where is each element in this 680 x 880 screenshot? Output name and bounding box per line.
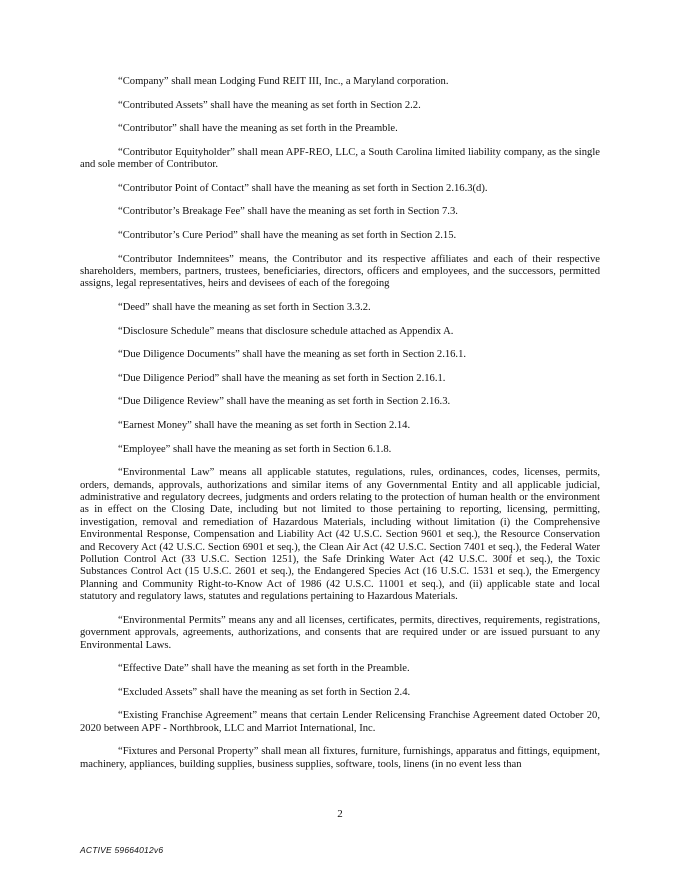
definition-contributor: “Contributor” shall have the meaning as set forth in the Preamble. bbox=[118, 123, 398, 135]
definition-due-diligence-period: “Due Diligence Period” shall have the meaning as set forth in Section 2.16.1. bbox=[118, 372, 446, 384]
definition-contributed-assets: “Contributed Assets” shall have the meaning as set forth in Section 2.2. bbox=[118, 99, 421, 111]
definition-earnest-money: “Earnest Money” shall have the meaning as set forth in Section 2.14. bbox=[118, 419, 411, 431]
definition-contributors-cure-period: “Contributor’s Cure Period” shall have the meaning as set forth in Section 2.15. bbox=[118, 229, 457, 241]
definition-due-diligence-documents: “Due Diligence Documents” shall have the meaning as set forth in Section 2.16.1. bbox=[118, 349, 467, 361]
document-footer-id: ACTIVE 59664012v6 bbox=[80, 845, 164, 855]
definition-contributor-indemnitees: “Contributor Indemnitees” means, the Contributor and its respective affiliates and each of their respective shareholders, members, partners, trustees, beneficiaries, directors, officers and employees, and the successors, permitted assigns, legal representatives, heirs and devisees of each of the foregoing bbox=[80, 253, 600, 290]
definition-environmental-permits: “Environmental Permits” means any and all licenses, certificates, permits, directives, requirements, registrations, government approvals, agreements, authorizations, and consents that are required under or are issued pursuant to any Environmental Laws. bbox=[80, 614, 600, 651]
definition-contributors-breakage-fee: “Contributor’s Breakage Fee” shall have the meaning as set forth in Section 7.3. bbox=[118, 206, 458, 218]
definition-existing-franchise-agreement: “Existing Franchise Agreement” means that certain Lender Relicensing Franchise Agreement dated October 20, 2020 between APF - Northbrook, LLC and Marriot International, Inc. bbox=[80, 710, 600, 734]
definition-effective-date: “Effective Date” shall have the meaning as set forth in the Preamble. bbox=[118, 663, 410, 675]
definition-excluded-assets: “Excluded Assets” shall have the meaning as set forth in Section 2.4. bbox=[118, 686, 411, 698]
definition-deed: “Deed” shall have the meaning as set forth in Section 3.3.2. bbox=[118, 301, 371, 313]
definition-company: “Company” shall mean Lodging Fund REIT III, Inc., a Maryland corporation. bbox=[118, 76, 449, 87]
definition-due-diligence-review: “Due Diligence Review” shall have the meaning as set forth in Section 2.16.3. bbox=[118, 396, 451, 408]
document-body bbox=[80, 76, 600, 782]
definition-environmental-law: “Environmental Law” means all applicable statutes, regulations, rules, ordinances, codes, licenses, permits, orders, demands, approvals, authorizations and similar items of any Governmental Entity and all applicable judicial, administrative and regulatory decrees, judgments and orders relating to the protection of human health or the environment as in effect on the Closing Date, including but not limited to those pertaining to reporting, licensing, permitting, investigation, removal and remediation of Hazardous Materials, including without limitation (i) the Comprehensive Environmental Response, Compensation and Liability Act (42 U.S.C. Section 9601 et seq.), the Resource Conservation and Recovery Act (42 U.S.C. Section 6901 et seq.), the Clean Air Act (42 U.S.C. Section 7401 et seq.), the Federal Water Pollution Control Act (33 U.S.C. Section 1251), the Safe Drinking Water Act (42 U.S.C. 300f et seq.), the Toxic Substances Control Act (15 U.S.C. 2601 et seq.), the Endangered Species Act (16 U.S.C. 1531 et seq.), the Emergency Planning and Community Right-to-Know Act of 1986 (42 U.S.C. 11001 et seq.), and (ii) applicable state and local statutory and regulatory laws, statutes and regulations pertaining to Hazardous Materials. bbox=[80, 467, 600, 603]
definition-fixtures-and-personal-property: “Fixtures and Personal Property” shall mean all fixtures, furniture, furnishings, apparatus and fittings, equipment, machinery, appliances, building supplies, business supplies, software, tools, linens (in no event less than bbox=[80, 746, 600, 770]
definition-contributor-equityholder: “Contributor Equityholder” shall mean APF-REO, LLC, a South Carolina limited liability company, as the single and sole member of Contributor. bbox=[80, 146, 600, 171]
page-number: 2 bbox=[337, 808, 343, 820]
definition-employee: “Employee” shall have the meaning as set forth in Section 6.1.8. bbox=[118, 443, 392, 455]
definition-disclosure-schedule: “Disclosure Schedule” means that disclosure schedule attached as Appendix A. bbox=[118, 325, 454, 337]
definition-contributor-point-of-contact: “Contributor Point of Contact” shall have the meaning as set forth in Section 2.16.3(d). bbox=[118, 182, 488, 194]
